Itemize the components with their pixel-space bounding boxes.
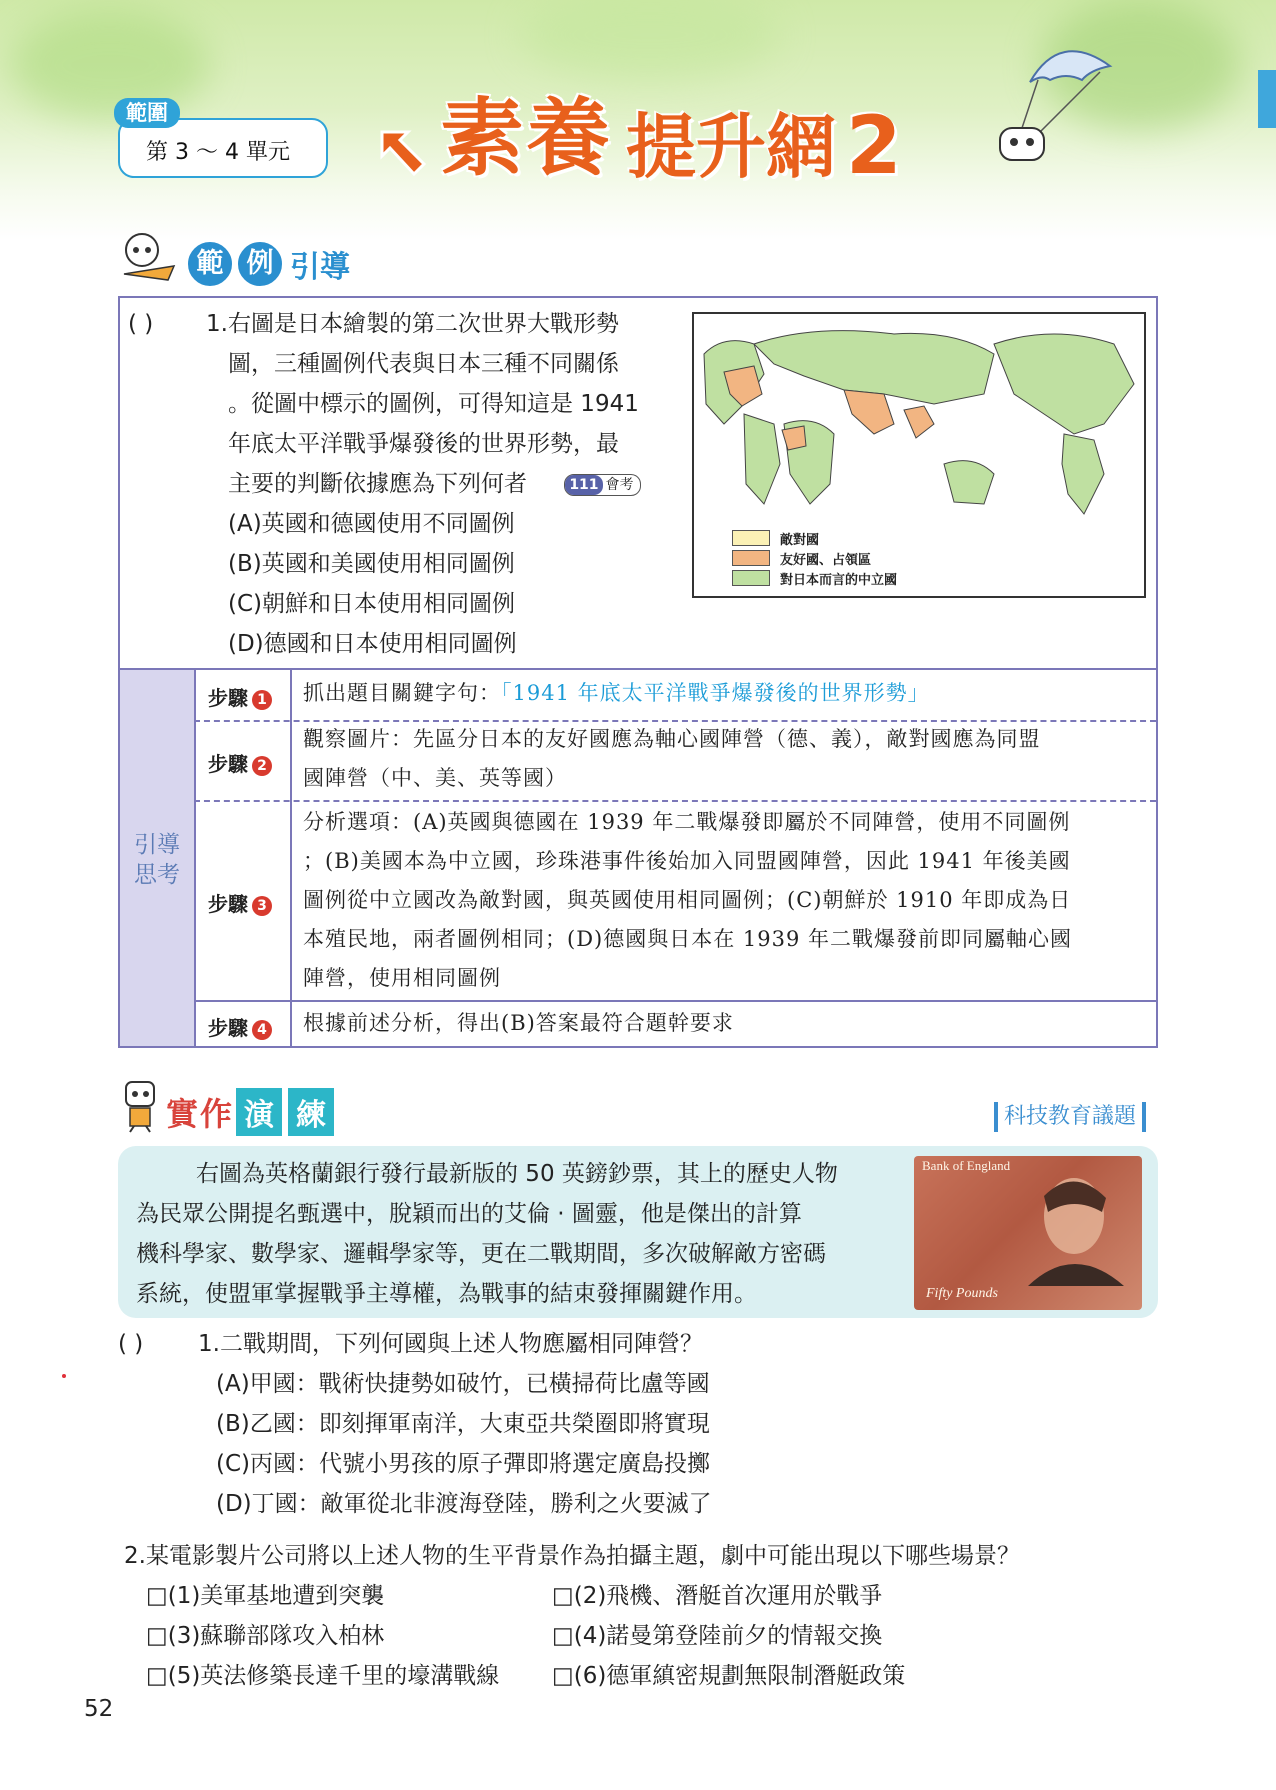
legend-swatch [732, 530, 770, 546]
topic-tag: 科技教育議題 [994, 1102, 1146, 1132]
example-heading-text: 引導 [290, 250, 350, 285]
legend-row [732, 548, 897, 568]
practice-q1-option-a: (A)甲國：戰術快捷勢如破竹，已橫掃荷比盧等國 [216, 1371, 710, 1397]
step-text-line: 陣營，使用相同圖例 [303, 966, 501, 990]
header-blob [10, 10, 210, 120]
world-map-figure [692, 312, 1146, 598]
step-number: 1 [252, 690, 272, 710]
example-question-line: 圖，三種圖例代表與日本三種不同關係 [228, 351, 619, 377]
example-option-c: (C)朝鮮和日本使用相同圖例 [228, 591, 516, 617]
title-part1: 素養 [440, 89, 613, 187]
reading-passage [136, 1154, 916, 1314]
practice-section-heading [166, 1086, 338, 1138]
practice-answer-paren: ( ) [118, 1331, 144, 1357]
divider [194, 670, 196, 1046]
exam-year: 111 [565, 475, 602, 495]
step-number: 4 [252, 1020, 272, 1040]
example-question-line [228, 464, 641, 504]
practice-q2-choice[interactable]: □(6)德軍縝密規劃無限制潛艇政策 [552, 1663, 906, 1689]
step-text-pre: 抓出題目關鍵字句： [303, 681, 501, 705]
example-answer-paren: ( ) [128, 311, 154, 337]
practice-q1-stem: 1.二戰期間，下列何國與上述人物應屬相同陣營？ [198, 1331, 703, 1357]
legend-swatch [732, 570, 770, 586]
scope-text: 第 3 ～ 4 單元 [146, 140, 290, 165]
step-text-line: 分析選項：(A)英國與德國在 1939 年二戰爆發即屬於不同陣營，使用不同圖例 [303, 810, 1071, 834]
example-question-line: 。從圖中標示的圖例，可得知這是 1941 [228, 391, 639, 417]
reading-line: 系統，使盟軍掌握戰爭主導權，為戰事的結束發揮關鍵作用。 [136, 1281, 757, 1307]
practice-q1-option-d: (D)丁國：敵軍從北非渡海登陸，勝利之火要滅了 [216, 1491, 712, 1517]
practice-q2-choice[interactable]: □(5)英法修築長達千里的壕溝戰線 [146, 1663, 500, 1689]
step-text-line: ；(B)美國本為中立國，珍珠港事件後始加入同盟國陣營，因此 1941 年後美國 [303, 849, 1071, 873]
practice-heading-box: 演 [234, 1086, 284, 1138]
side-tab-marker [1258, 70, 1276, 128]
guide-side-label [122, 830, 192, 890]
reading-line: 為民眾公開提名甄選中，脫穎而出的艾倫 · 圖靈，他是傑出的計算 [136, 1201, 802, 1227]
practice-heading-box: 練 [286, 1086, 336, 1138]
banknote-image [914, 1156, 1142, 1310]
step-label [208, 1012, 272, 1041]
practice-q2-stem: 2.某電影製片公司將以上述人物的生平背景作為拍攝主題，劇中可能出現以下哪些場景？ [124, 1543, 1020, 1569]
practice-q2-choice[interactable]: □(4)諾曼第登陸前夕的情報交換 [552, 1623, 883, 1649]
step-text [303, 720, 1145, 798]
step-label-text: 步驟 [208, 752, 248, 776]
example-option-a: (A)英國和德國使用不同圖例 [228, 511, 515, 537]
legend-row [732, 528, 897, 548]
example-badge-2: 例 [236, 240, 284, 288]
reading-line: 機科學家、數學家、邏輯學家等，更在二戰期間，多次破解敵方密碼 [136, 1241, 826, 1267]
guide-side-label-line: 思考 [134, 862, 180, 888]
step-text [303, 674, 1145, 713]
divider [290, 670, 292, 1046]
practice-q2-choice[interactable]: □(2)飛機、潛艇首次運用於戰爭 [552, 1583, 883, 1609]
scope-tag: 範圍 [114, 98, 180, 128]
exam-name: 會考 [605, 476, 634, 493]
legend-label: 對日本而言的中立國 [780, 572, 898, 588]
step-text-keyword: 「1941 年底太平洋戰爭爆發後的世界形勢」 [501, 681, 930, 705]
example-section-heading [186, 240, 350, 288]
step-number: 2 [252, 756, 272, 776]
practice-q2-choice[interactable]: □(3)蘇聯部隊攻入柏林 [146, 1623, 385, 1649]
world-map [694, 314, 1144, 522]
legend-row [732, 568, 897, 588]
portrait-icon [1014, 1166, 1136, 1286]
example-question-line: 右圖是日本繪製的第二次世界大戰形勢 [228, 311, 619, 337]
page-number: 52 [84, 1696, 114, 1722]
practice-heading-char: 作 [200, 1095, 233, 1133]
divider [118, 668, 1158, 670]
example-badge-1: 範 [186, 240, 234, 288]
practice-q2-choice[interactable]: □(1)美軍基地遭到突襲 [146, 1583, 385, 1609]
step-text-line: 圖例從中立國改為敵對國，與英國使用相同圖例；(C)朝鮮於 1910 年即成為日 [303, 888, 1072, 912]
title-number: 2 [846, 99, 902, 192]
divider [194, 800, 1156, 802]
step-label-text: 步驟 [208, 892, 248, 916]
map-legend [732, 528, 897, 588]
step-label-text: 步驟 [208, 686, 248, 710]
step-text-line: 觀察圖片：先區分日本的友好國應為軸心國陣營（德、義），敵對國應為同盟 [303, 727, 1041, 751]
arrow-icon [374, 122, 434, 182]
page-title [440, 89, 902, 192]
divider [194, 1000, 1156, 1002]
example-option-b: (B)英國和美國使用相同圖例 [228, 551, 515, 577]
robot-mascot-icon [118, 230, 178, 288]
step-text [303, 1004, 1145, 1043]
example-option-d: (D)德國和日本使用相同圖例 [228, 631, 517, 657]
banknote-top-text: Bank of England [922, 1158, 1011, 1173]
banknote-bottom-text: Fifty Pounds [926, 1286, 998, 1301]
example-question-line: 年底太平洋戰爭爆發後的世界形勢，最 [228, 431, 619, 457]
step-label [208, 748, 272, 777]
step-label [208, 682, 272, 711]
step-label-text: 步驟 [208, 1016, 248, 1040]
guide-side-label-line: 引導 [134, 832, 180, 858]
robot-mascot-icon [118, 1076, 164, 1134]
step-text [303, 803, 1145, 998]
reading-line: 右圖為英格蘭銀行發行最新版的 50 英鎊鈔票，其上的歷史人物 [196, 1161, 838, 1187]
title-part2: 提升網 [626, 106, 837, 188]
red-dot-mark [62, 1374, 66, 1378]
step-text-line: 本殖民地，兩者圖例相同；(D)德國與日本在 1939 年二戰爆發前即同屬軸心國 [303, 927, 1073, 951]
practice-heading-char: 實 [166, 1095, 199, 1133]
exam-source-tag [564, 474, 640, 496]
step-number: 3 [252, 896, 272, 916]
step-text-line: 國陣營（中、美、英等國） [303, 766, 567, 790]
parachute-robot-icon [990, 36, 1140, 166]
legend-label: 友好國、占領區 [780, 552, 872, 568]
example-question-line-text: 主要的判斷依據應為下列何者 [228, 471, 527, 497]
practice-q1-option-c: (C)丙國：代號小男孩的原子彈即將選定廣島投擲 [216, 1451, 711, 1477]
step-label [208, 888, 272, 917]
practice-q1-option-b: (B)乙國：即刻揮軍南洋，大東亞共榮圈即將實現 [216, 1411, 710, 1437]
step-text-line: 根據前述分析，得出(B)答案最符合題幹要求 [303, 1011, 734, 1035]
example-question-number: 1. [206, 311, 228, 337]
legend-label: 敵對國 [780, 532, 820, 548]
legend-swatch [732, 550, 770, 566]
